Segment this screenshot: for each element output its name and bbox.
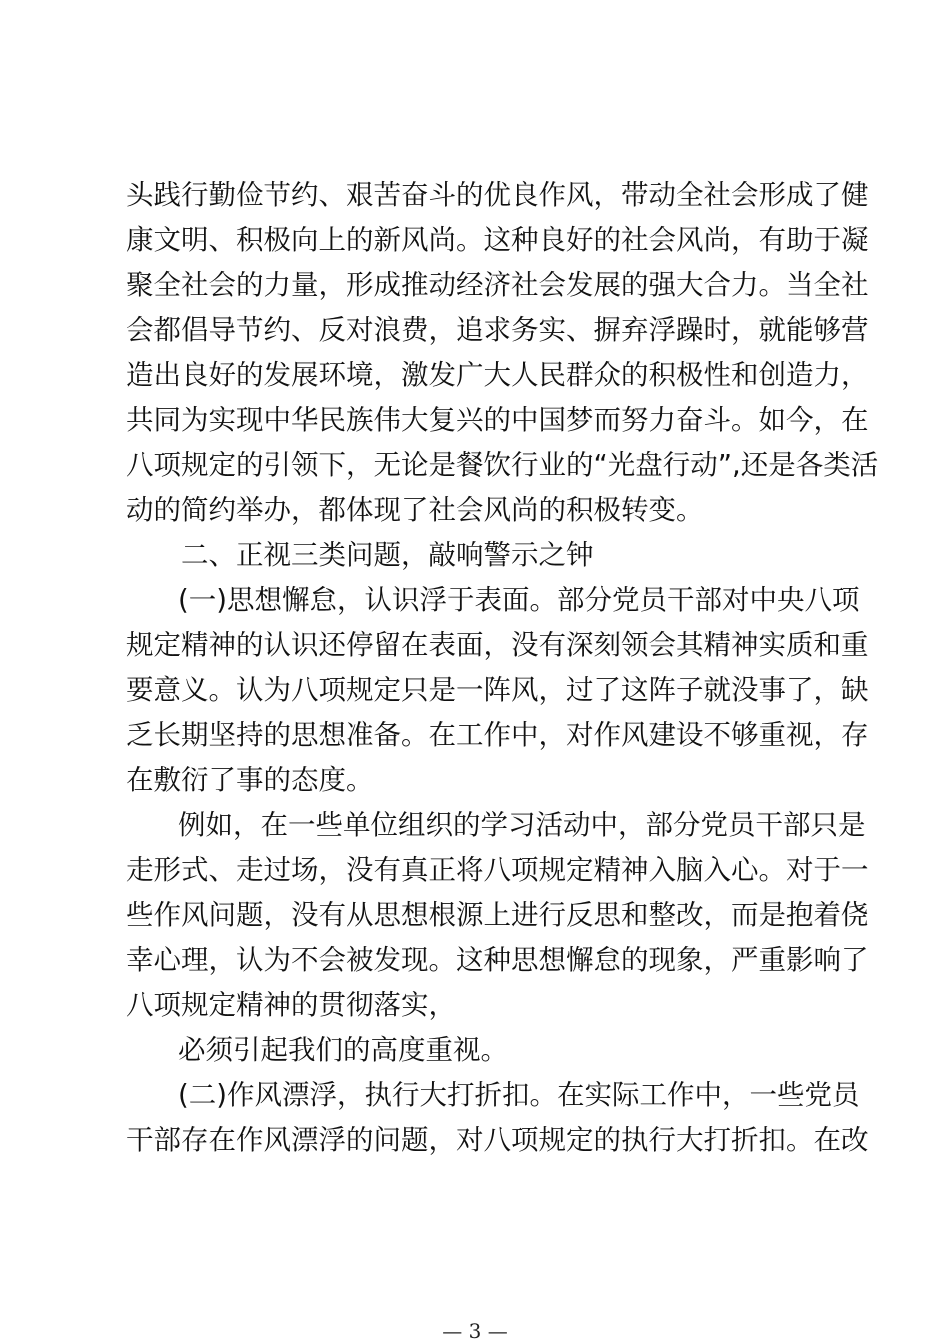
paragraph-line: 些作风问题，没有从思想根源上进行反思和整改，而是抱着侥: [126, 899, 869, 931]
paragraph-line: 在敷衍了事的态度。: [126, 764, 374, 796]
paragraph-line: 规定精神的认识还停留在表面，没有深刻领会其精神实质和重: [126, 629, 869, 661]
paragraph-line: 必须引起我们的高度重视。: [178, 1034, 508, 1066]
paragraph-line: 聚全社会的力量，形成推动经济社会发展的强大合力。当全社: [126, 269, 869, 301]
paragraph-line: 走形式、走过场，没有真正将八项规定精神入脑入心。对于一: [126, 854, 869, 886]
paragraph-line: 幸心理，认为不会被发现。这种思想懈怠的现象，严重影响了: [126, 944, 869, 976]
paragraph-line: 八项规定的引领下，无论是餐饮行业的“光盘行动”,还是各类活: [126, 449, 879, 481]
page-number: — 3 —: [442, 1319, 508, 1343]
paragraph-line: 造出良好的发展环境，激发广大人民群众的积极性和创造力，: [126, 359, 869, 391]
paragraph-line: 共同为实现中华民族伟大复兴的中国梦而努力奋斗。如今，在: [126, 404, 869, 436]
section-heading: 二、正视三类问题，敲响警示之钟: [181, 539, 594, 571]
paragraph-line: 动的简约举办，都体现了社会风尚的积极转变。: [126, 494, 704, 526]
paragraph-line: 八项规定精神的贯彻落实，: [126, 989, 456, 1021]
subsection-heading-line: (二)作风漂浮，执行大打折扣。在实际工作中，一些党员: [178, 1079, 860, 1111]
paragraph-line: 干部存在作风漂浮的问题，对八项规定的执行大打折扣。在改: [126, 1124, 869, 1156]
subsection-heading-line: (一)思想懈怠，认识浮于表面。部分党员干部对中央八项: [178, 584, 860, 616]
paragraph-line: 会都倡导节约、反对浪费，追求务实、摒弃浮躁时，就能够营: [126, 314, 869, 346]
paragraph-line: 康文明、积极向上的新风尚。这种良好的社会风尚，有助于凝: [126, 224, 869, 256]
paragraph-line: 要意义。认为八项规定只是一阵风，过了这阵子就没事了，缺: [126, 674, 869, 706]
paragraph-line: 例如，在一些单位组织的学习活动中，部分党员干部只是: [178, 809, 866, 841]
paragraph-line: 头践行勤俭节约、艰苦奋斗的优良作风，带动全社会形成了健: [126, 179, 869, 211]
paragraph-line: 乏长期坚持的思想准备。在工作中，对作风建设不够重视，存: [126, 719, 869, 751]
